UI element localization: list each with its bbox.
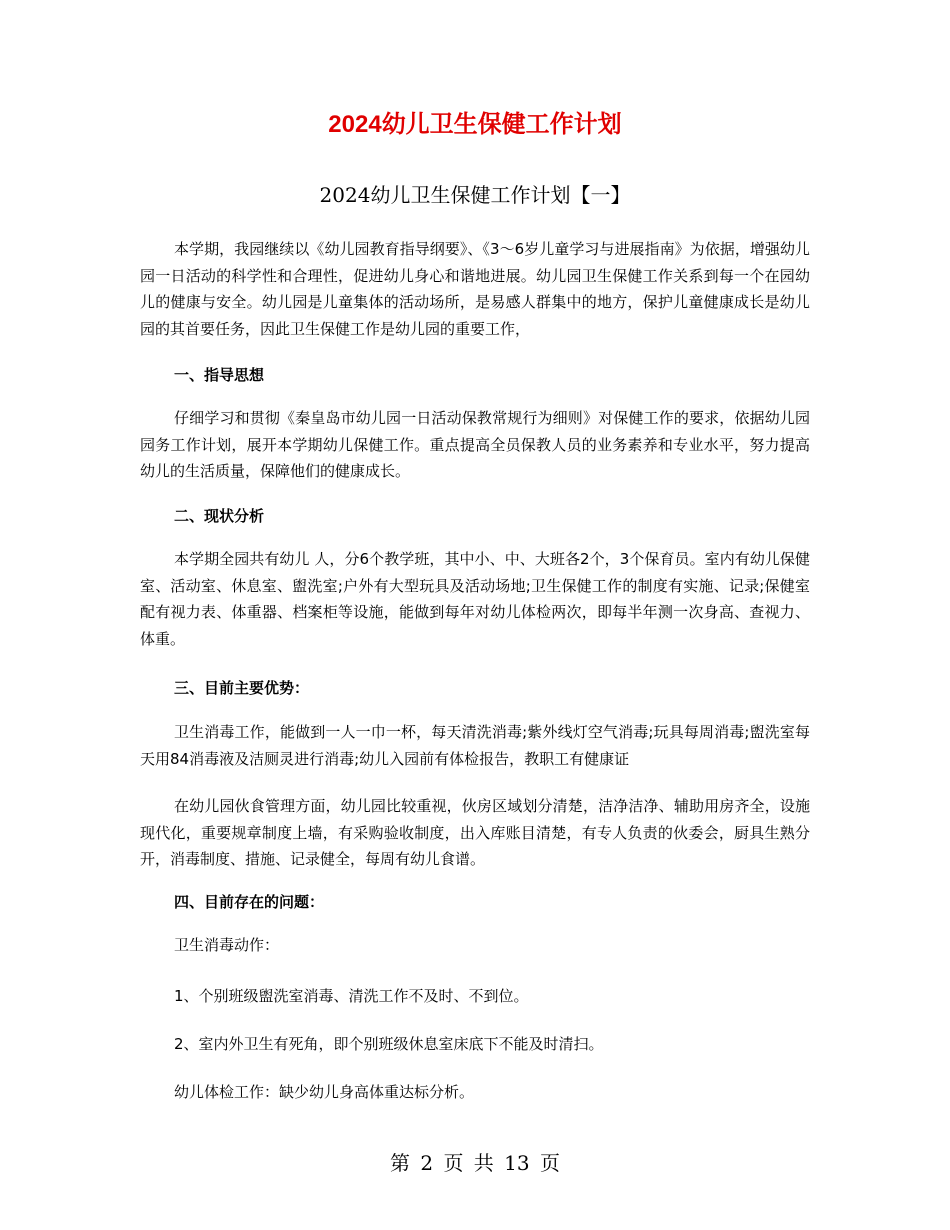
section-paragraph-disinfection: 卫生消毒工作，能做到一人一巾一杯，每天清洗消毒;紫外线灯空气消毒;玩具每周消毒;盥洗室每天用84消毒液及洁厕灵进行消毒;幼儿入园前有体检报告，教职工有健康证	[140, 723, 810, 768]
document-title: 2024幼儿卫生保健工作计划	[328, 111, 622, 138]
section-heading-guiding-ideology: 一、指导思想	[174, 366, 265, 384]
section-paragraph-food-management: 在幼儿园伙食管理方面，幼儿园比较重视，伙房区域划分清楚，洁净洁净、辅助用房齐全，设施现代化，重要规章制度上墙，有采购验收制度，出入库账目清楚，有专人负责的伙委会，厨具生熟分开，消毒制度、措施、记录健全，每周有幼儿食谱。	[140, 797, 810, 868]
problem-line-disinfection: 卫生消毒动作：	[174, 936, 280, 954]
problem-item-1: 1、个别班级盥洗室消毒、清洗工作不及时、不到位。	[174, 987, 529, 1005]
document-subtitle: 2024幼儿卫生保健工作计划【一】	[319, 183, 631, 207]
page-number-footer: 第 2 页 共 13 页	[390, 1151, 560, 1175]
section-paragraph-current-analysis: 本学期全园共有幼儿 人，分6个教学班，其中小、中、大班各2个，3个保育员。室内有幼儿保健室、活动室、休息室、盥洗室;户外有大型玩具及活动场地;卫生保健工作的制度有实施、记录;保健室配有视力表、体重器、档案柜等设施，能做到每年对幼儿体检两次，即每半年测一次身高、查视力、体重。	[140, 550, 810, 648]
section-heading-problems: 四、目前存在的问题：	[174, 893, 325, 911]
problem-line-health-check: 幼儿体检工作：缺少幼儿身高体重达标分析。	[174, 1083, 475, 1101]
section-heading-current-analysis: 二、现状分析	[174, 507, 265, 525]
intro-paragraph: 本学期，我园继续以《幼儿园教育指导纲要》、《3～6岁儿童学习与进展指南》为依据，增强幼儿园一日活动的科学性和合理性，促进幼儿身心和谐地进展。幼儿园卫生保健工作关系到每一个在园幼儿的健康与安全。幼儿园是儿童集体的活动场所，是易感人群集中的地方，保护儿童健康成长是幼儿园的其首要任务，因此卫生保健工作是幼儿园的重要工作，	[140, 240, 810, 338]
section-heading-advantages: 三、目前主要优势：	[174, 679, 310, 697]
section-paragraph-guiding-ideology: 仔细学习和贯彻《秦皇岛市幼儿园一日活动保教常规行为细则》对保健工作的要求，依据幼儿园园务工作计划，展开本学期幼儿保健工作。重点提高全员保教人员的业务素养和专业水平，努力提高幼儿的生活质量，保障他们的健康成长。	[140, 409, 810, 480]
problem-item-2: 2、室内外卫生有死角，即个别班级休息室床底下不能及时清扫。	[174, 1035, 604, 1053]
